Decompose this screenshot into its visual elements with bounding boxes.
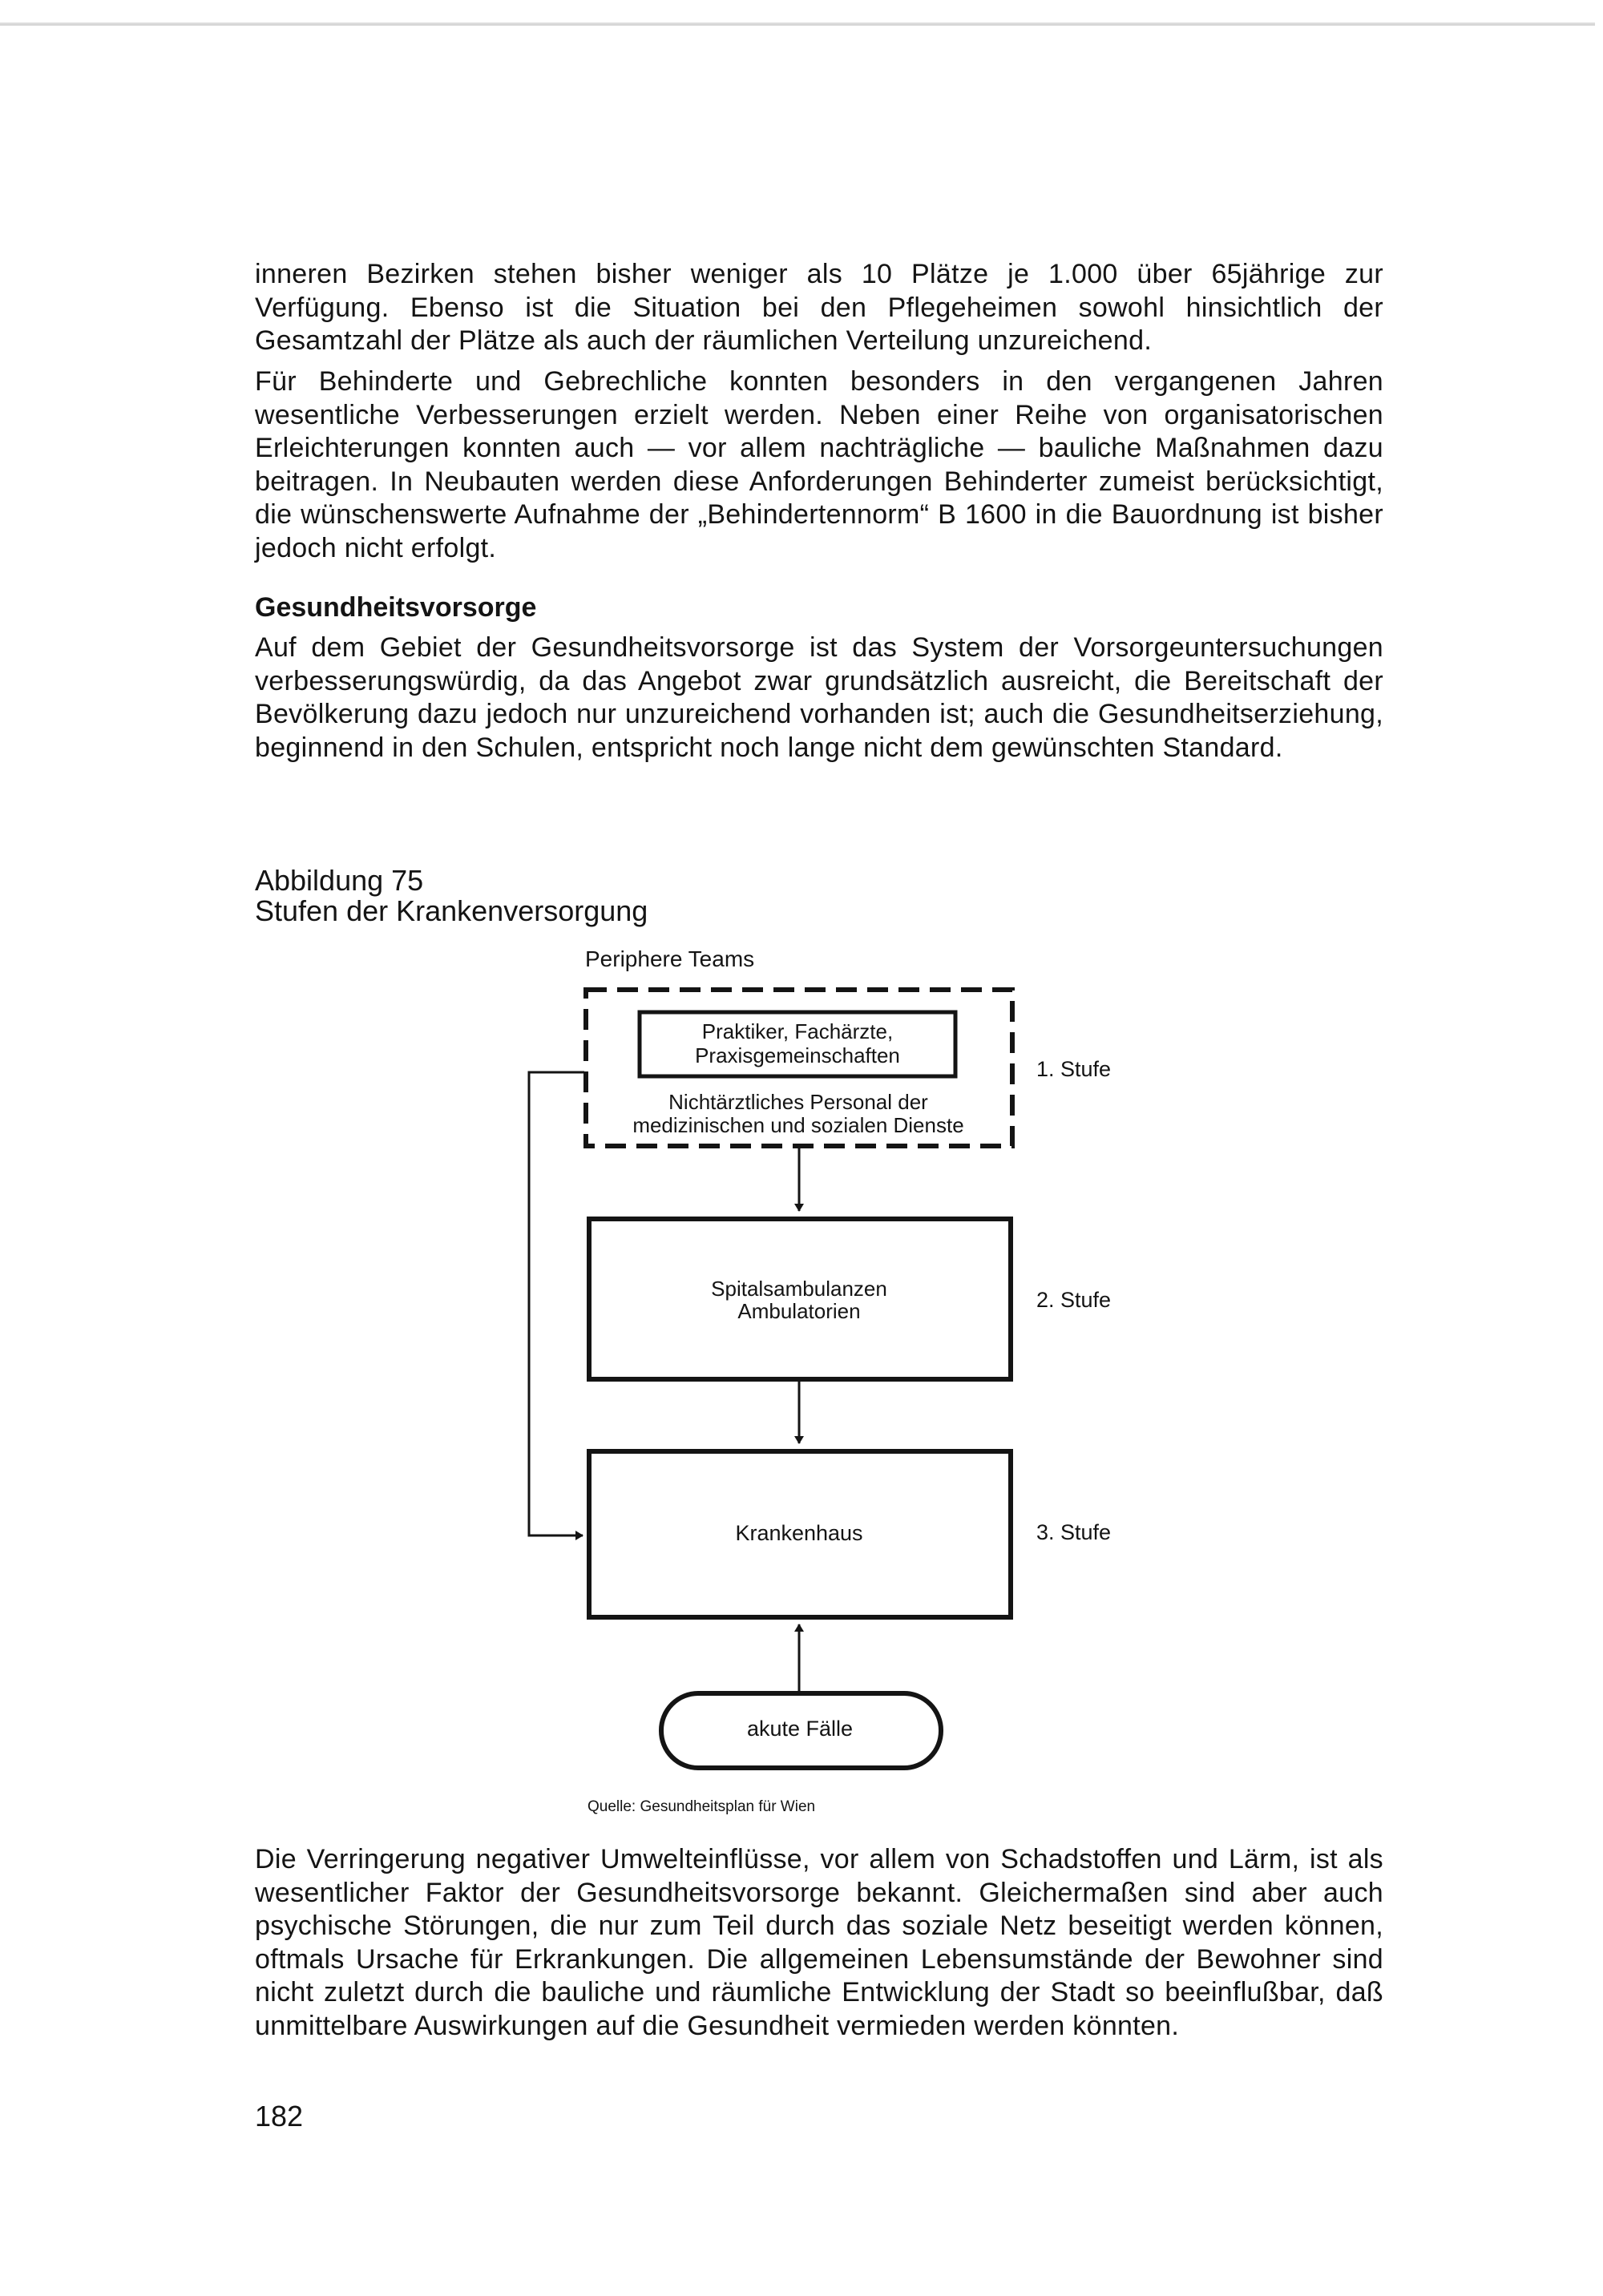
acute-cases-label: akute Fälle: [746, 1717, 854, 1741]
page-number: 182: [255, 2100, 304, 2133]
stage-3-label: 3. Stufe: [1036, 1520, 1112, 1544]
figure-title: Stufen der Krankenversorgung: [255, 894, 648, 927]
staff-line-2: medizinischen und sozialen Dienste: [632, 1113, 964, 1137]
staff-line-1: Nichtärztliches Personal der: [668, 1090, 928, 1114]
ambulanzen-line-1: Spitalsambulanzen: [711, 1277, 887, 1301]
ambulanzen-line-2: Ambulatorien: [737, 1299, 861, 1323]
paragraph-2: Für Behinderte und Gebrechliche konnten besonders in den vergangenen Jahren wesentliche Verbesserungen erzielt werden. Neben einer Reihe von organisatorischen Erleichterungen konnten auch — vor allem nachträgliche — bauliche Maßnahmen dazu beitragen. In Neubauten werden diese Anforderungen Behinderter zumeist berücksichtigt, die wünschenswerte Aufnahme der „Behindertennorm“ B 1600 in die Bauordnung ist bisher jedoch nicht erfolgt.: [255, 366, 1383, 563]
stage-1-label: 1. Stufe: [1036, 1057, 1112, 1081]
section-heading: Gesundheitsvorsorge: [255, 592, 537, 623]
krankenhaus-label: Krankenhaus: [735, 1521, 863, 1545]
figure-source: Quelle: Gesundheitsplan für Wien: [587, 1798, 816, 1815]
periphere-teams-label: Periphere Teams: [585, 946, 755, 971]
paragraph-4: Die Verringerung negativer Umwelteinflüsse, vor allem von Schadstoffen und Lärm, ist als wesentlicher Faktor der Gesundheitsvorsorge bekannt. Gleichermaßen sind aber auch psychische Störungen, die nur zum Teil durch das soziale Netz beseitigt werden können, oftmals Ursache für Erkrankungen. Die allgemeinen Lebensumstände der Bewohner sind nicht zuletzt durch die bauliche und räumliche Entwicklung der Stadt so beeinflußbar, daß unmittelbare Auswirkungen auf die Gesundheit vermieden werden könnten.: [255, 1844, 1383, 2041]
practitioners-line-1: Praktiker, Fachärzte,: [701, 1019, 894, 1043]
arrow-teams-to-krankenhaus: [529, 1072, 584, 1535]
stage-2-label: 2. Stufe: [1036, 1288, 1112, 1312]
figure-number: Abbildung 75: [255, 864, 424, 897]
paragraph-1: inneren Bezirken stehen bisher weniger als 10 Plätze je 1.000 über 65jährige zur Verfügung. Ebenso ist die Situation bei den Pflegeheimen sowohl hinsichtlich der Gesamtzahl der Plätze als auch der räumlichen Verteilung unzureichend.: [255, 259, 1383, 356]
paragraph-3: Auf dem Gebiet der Gesundheitsvorsorge ist das System der Vorsorgeuntersuchungen verbesserungswürdig, da das Angebot zwar grundsätzlich ausreicht, die Bereitschaft der Bevölkerung dazu jedoch nur unzureichend vorhanden ist; auch die Gesundheitserziehung, beginnend in den Schulen, entspricht noch lange nicht dem gewünschten Standard.: [255, 632, 1383, 763]
practitioners-line-2: Praxisgemeinschaften: [695, 1043, 900, 1067]
